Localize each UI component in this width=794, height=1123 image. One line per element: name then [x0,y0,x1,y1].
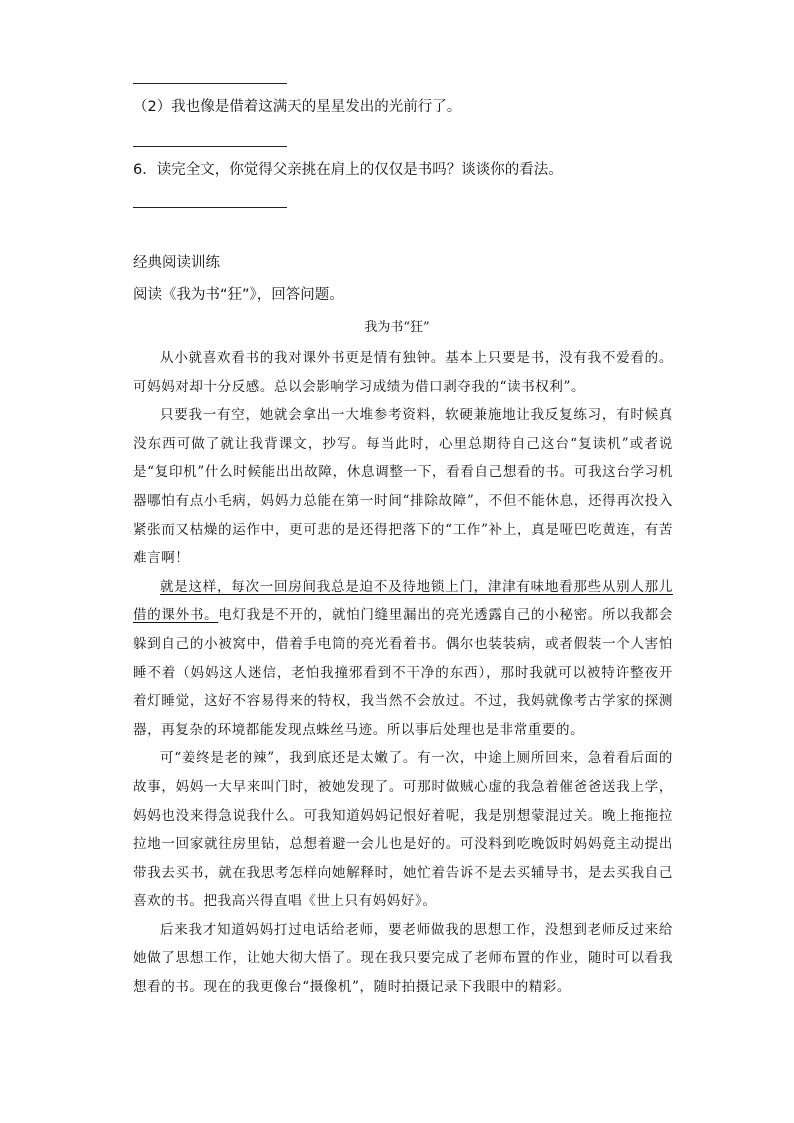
paragraph-text: 电灯我是不开的，就怕门缝里漏出的亮光透露自己的小秘密。所以我都会躲到自己的小被窝中，借着手电筒的亮光看着书。偶尔也装装病，或者假装一个人害怕睡不着（妈妈这人迷信，老怕我撞邪看到不干净的东西），那时我就可以被特许整夜开着灯睡觉，这好不容易得来的特权，我当然不会放过。不过，我妈就像考古学家的探测器，再复杂的环境都能发现点蛛丝马迹。所以事后处理也是非常重要的。 [133,607,673,738]
passage-paragraph [133,744,673,916]
paragraph-text: 从小就喜欢看书的我对课外书更是情有独钟。基本上只要是书，没有我不爱看的。可妈妈对却十分反感。总以会影响学习成绩为借口剥夺我的“读书权利”。 [133,350,673,395]
section-heading: 经典阅读训练 [133,255,220,271]
passage-title: 我为书“狂” [364,320,430,335]
underlined-sentence: 就是这样，每次一回房间我总是迫不及待地锁上门，津津有味地看那些从别人那儿借的课外书。 [133,578,673,624]
reading-instruction: 阅读《我为书“狂”》，回答问题。 [133,287,344,303]
paragraph-text: 后来我才知道妈妈打过电话给老师，要老师做我的思想工作，没想到老师反过来给她做了思想工作，让她大彻大悟了。现在我只要完成了老师布置的作业，随时可以看我想看的书。现在的我更像台“摄像机”，随时拍摄记录下我眼中的精彩。 [133,921,673,996]
paragraph-text: 可“姜终是老的辣”，我到底还是太嫩了。有一次，中途上厕所回来，急着看后面的故事，妈妈一大早来叫门时，被她发现了。可那时做贼心虚的我急着催爸爸送我上学，妈妈也没来得急说我什么。可我知道妈妈记恨好着呢，我是別想蒙混过关。晚上拖拖拉拉地一回家就往房里钻，总想着避一会儿也是好的。可没料到吃晚饭时妈妈竟主动提出带我去买书，就在我思考怎样向她解释时，她忙着告诉不是去买辅导书，是去买我自己喜欢的书。把我高兴得直唱《世上只有妈妈好》。 [133,750,673,910]
passage-paragraph [133,401,673,573]
passage-paragraph [133,916,673,1002]
passage-paragraph [133,573,673,745]
question-6: 6．读完全文，你觉得父亲挑在肩上的仅仅是书吗？谈谈你的看法。 [133,162,563,178]
passage-paragraph [133,344,673,401]
answer-blank-line[interactable] [133,83,287,84]
answer-blank-line[interactable] [133,207,287,208]
answer-blank-line[interactable] [133,146,287,147]
question-5-part-2: （2）我也像是借着这满天的星星发出的光前行了。 [133,99,462,115]
paragraph-text: 只要我一有空，她就会拿出一大堆参考资料，软硬兼施地让我反复练习，有时候真没东西可做了就让我背课文，抄写。每当此时，心里总期待自己这台“复读机”或者说是“复印机”什么时候能出出故障，休息调整一下，看看自己想看的书。可我这台学习机器哪怕有点小毛病，妈妈力总能在第一时间“排除故障”，不但不能休息，还得再次投入紧张而又枯燥的运作中，更可悲的是还得把落下的“工作”补上，真是哑巴吃黄连，有苦难言啊！ [133,407,673,567]
passage-body [133,344,673,1002]
